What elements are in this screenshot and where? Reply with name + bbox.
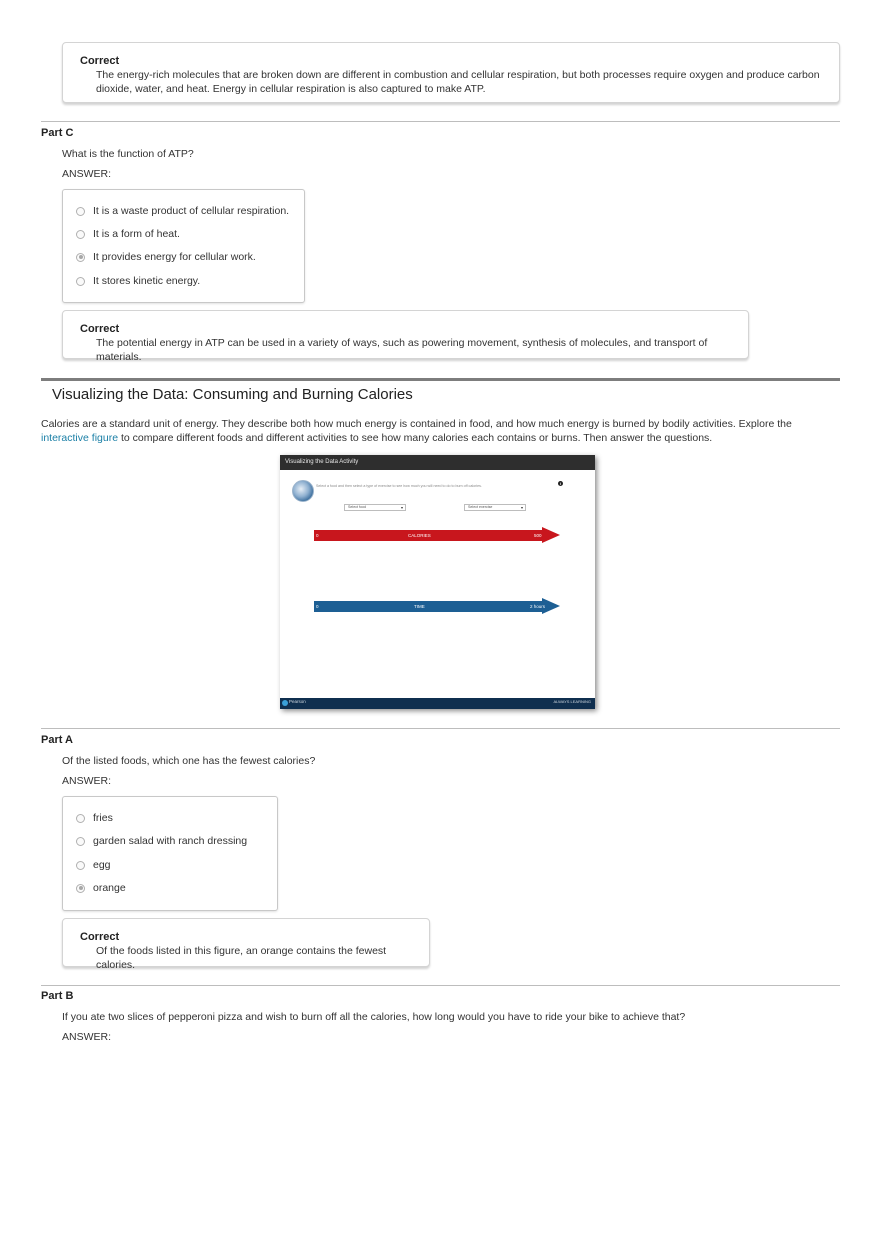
feedback-text: The potential energy in ATP can be used in a variety of ways, such as powering movement, synthesis of molecules, and transport of materials. — [96, 337, 708, 363]
feedback-title: Correct — [80, 55, 120, 67]
feedback-text: Of the foods listed in this figure, an orange contains the fewest calories. — [96, 945, 387, 971]
part-a-label: Part A — [41, 734, 73, 746]
feedback-title: Correct — [80, 931, 120, 943]
option-waste-product[interactable] — [76, 204, 289, 218]
calories-label: CALORIES — [408, 533, 431, 538]
radio-button[interactable] — [76, 277, 85, 286]
option-label: garden salad with ranch dressing — [93, 835, 248, 847]
calories-start: 0 — [316, 533, 319, 538]
part-b-answer-label: ANSWER: — [62, 1031, 112, 1043]
figure-header: Visualizing the Data Activity — [280, 455, 595, 470]
chevron-down-icon: ▾ — [520, 505, 523, 510]
option-label: egg — [93, 859, 111, 871]
divider — [41, 985, 840, 986]
intro-text-end: to compare different foods and different activities to see how many calories each contains or burns. Then answer the questions. — [118, 431, 713, 444]
exercise-select-value: Select exercise — [468, 505, 493, 509]
figure-footer — [280, 698, 595, 709]
option-label: fries — [93, 812, 113, 824]
exercise-select[interactable] — [464, 504, 526, 511]
radio-button-selected[interactable] — [76, 884, 85, 893]
globe-icon — [292, 480, 314, 502]
part-c-question: What is the function of ATP? — [62, 148, 194, 160]
pearson-logo-icon — [282, 700, 288, 706]
feedback-title: Correct — [80, 323, 120, 335]
part-a-options — [62, 796, 278, 911]
time-label: TIME — [414, 604, 425, 609]
calories-arrowhead — [542, 527, 560, 543]
food-select[interactable] — [344, 504, 406, 511]
footer-brand: Pearson — [289, 699, 306, 704]
section-title: Visualizing the Data: Consuming and Burning Calories — [52, 386, 413, 403]
feedback-text: The energy-rich molecules that are broken down are different in combustion and cellular respiration, but both processes require oxygen and produce carbon dioxide, water, and heat. Energy in cellular respiration is also captured to make ATP. — [96, 69, 820, 95]
footer-slogan: ALWAYS LEARNING — [553, 699, 591, 704]
calories-arrow — [314, 530, 560, 541]
part-c-answer-label: ANSWER: — [62, 168, 112, 180]
part-a-feedback — [62, 918, 430, 971]
divider — [41, 121, 840, 122]
part-c-options — [62, 189, 305, 303]
radio-button[interactable] — [76, 837, 85, 846]
part-b-previous-feedback — [62, 42, 840, 103]
time-start: 0 — [316, 604, 319, 609]
part-b-question: If you ate two slices of pepperoni pizza and wish to burn off all the calories, how long would you have to ride your bike to achieve that? — [62, 1011, 686, 1023]
chevron-down-icon: ▾ — [400, 505, 403, 510]
radio-button[interactable] — [76, 814, 85, 823]
section-divider — [41, 378, 840, 381]
option-garden-salad[interactable] — [76, 834, 247, 848]
option-label: It stores kinetic energy. — [93, 275, 201, 287]
intro-text-start: Calories are a standard unit of energy. They describe both how much energy is contained in food, and how much energy is burned by bodily activities. Explore the — [41, 418, 792, 430]
option-label: It provides energy for cellular work. — [93, 251, 256, 263]
time-end: 2 hours — [530, 604, 546, 609]
part-a-answer-label: ANSWER: — [62, 775, 112, 787]
info-icon[interactable]: i — [559, 481, 562, 486]
option-provides-energy[interactable] — [76, 250, 256, 264]
radio-button[interactable] — [76, 230, 85, 239]
option-label: It is a waste product of cellular respiration. — [93, 205, 290, 217]
part-b-label: Part B — [41, 990, 74, 1002]
option-form-of-heat[interactable] — [76, 227, 180, 241]
radio-button-selected[interactable] — [76, 253, 85, 262]
divider — [41, 728, 840, 729]
time-bar — [314, 601, 542, 612]
option-label: orange — [93, 882, 126, 894]
section-intro — [41, 418, 836, 445]
figure-instruction: Select a food and then select a type of exercise to see how much you will need to do to burn off calories. — [316, 484, 482, 488]
option-egg[interactable] — [76, 858, 111, 872]
food-select-value: Select food — [348, 505, 366, 509]
calories-end: 500 — [534, 533, 542, 538]
radio-button[interactable] — [76, 207, 85, 216]
option-orange[interactable] — [76, 881, 126, 895]
radio-button[interactable] — [76, 861, 85, 870]
part-a-question: Of the listed foods, which one has the fewest calories? — [62, 755, 316, 767]
interactive-figure[interactable] — [280, 455, 595, 709]
part-c-feedback — [62, 310, 749, 363]
part-c-label: Part C — [41, 127, 74, 139]
option-label: It is a form of heat. — [93, 228, 180, 240]
time-arrow — [314, 601, 560, 612]
option-kinetic-energy[interactable] — [76, 274, 200, 288]
interactive-figure-link[interactable]: interactive figure — [41, 431, 119, 444]
option-fries[interactable] — [76, 811, 113, 825]
